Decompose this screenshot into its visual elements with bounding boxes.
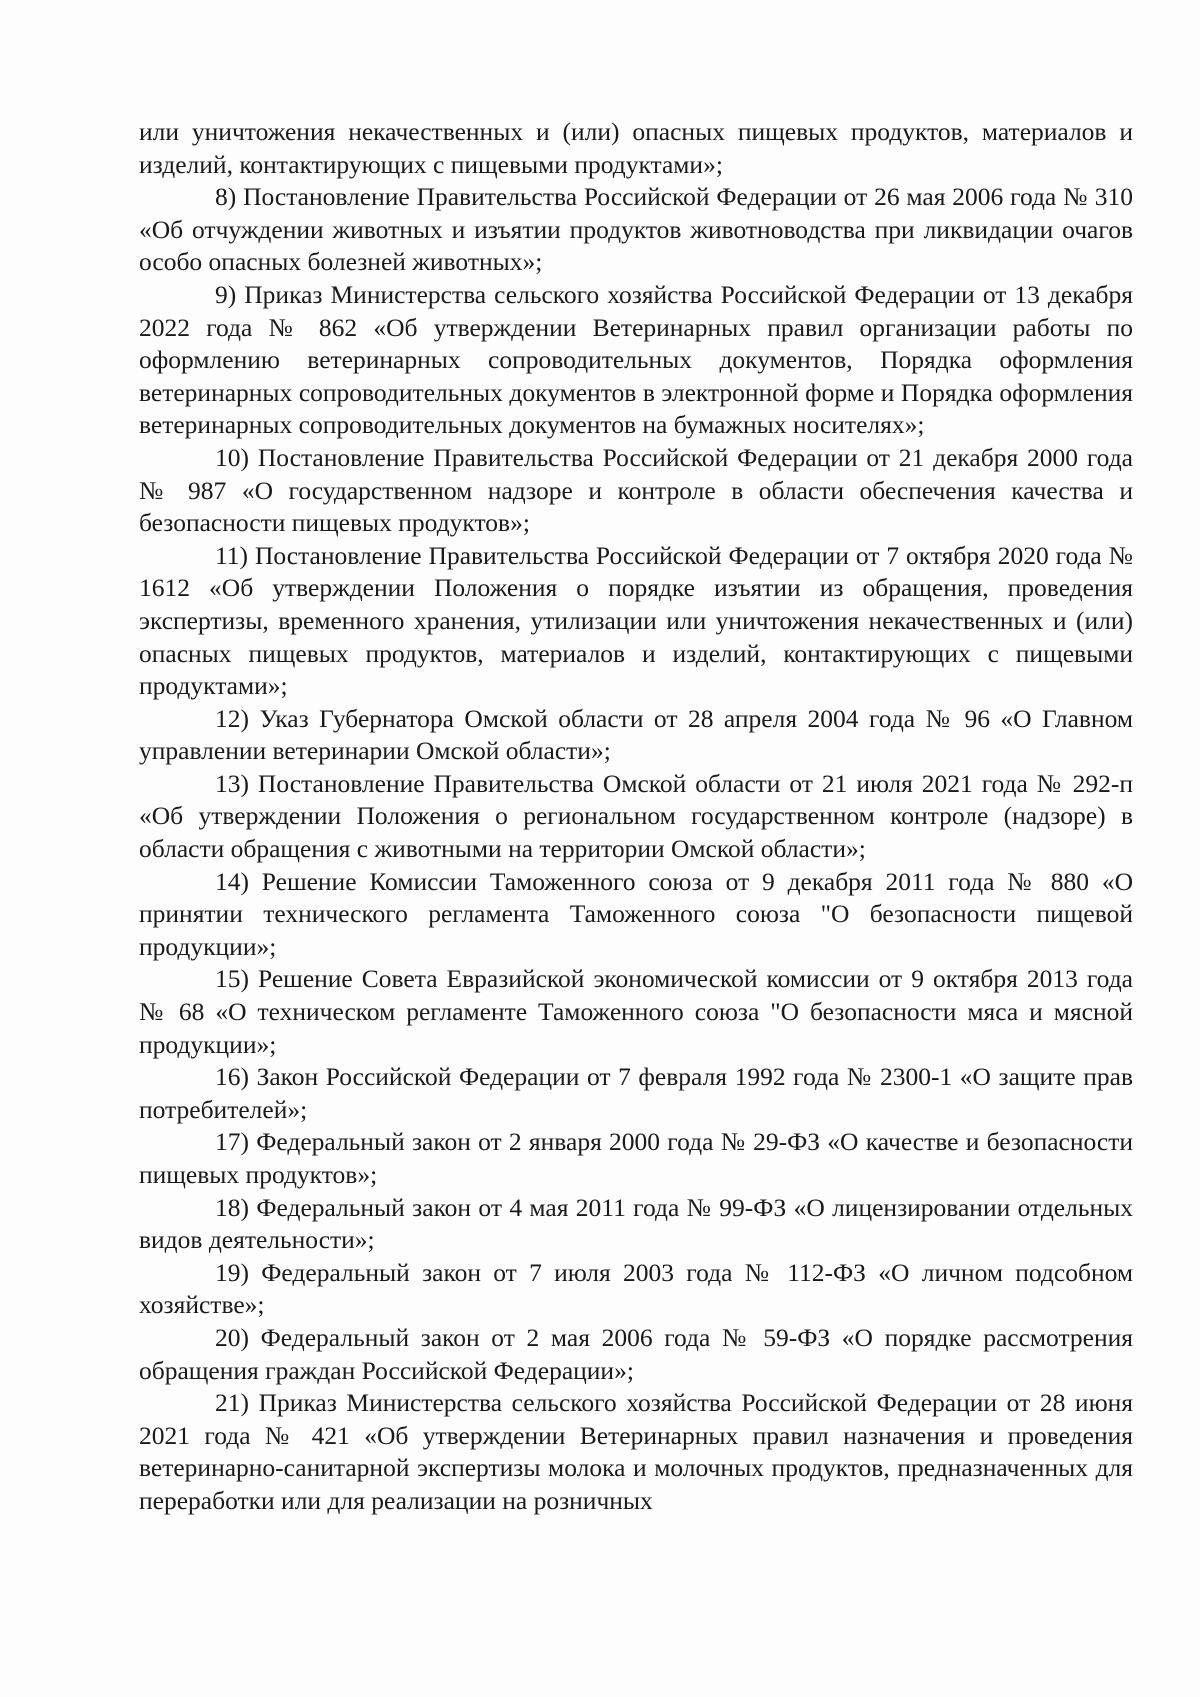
paragraph-item-10: 10) Постановление Правительства Российской Федерации от 21 декабря 2000 года № 987 «О государственном надзоре и контроле в области обеспечения качества и безопасности пищевых продуктов»; [139, 442, 1133, 538]
paragraph-item-12: 12) Указ Губернатора Омской области от 28 апреля 2004 года № 96 «О Главном управлении ветеринарии Омской области»; [139, 703, 1133, 766]
paragraph-item-11: 11) Постановление Правительства Российской Федерации от 7 октября 2020 года № 1612 «Об утверждении Положения о порядке изъятии из обращения, проведения экспертизы, временного хранения, утилизации или уничтожения некачественных и (или) опасных пищевых продуктов, материалов и изделий, контактирующих с пищевыми продуктами»; [139, 540, 1133, 701]
paragraph-item-9: 9) Приказ Министерства сельского хозяйства Российской Федерации от 13 декабря 2022 года № 862 «Об утверждении Ветеринарных правил организации работы по оформлению ветеринарных сопроводительных документов, Порядка оформления ветеринарных сопроводительных документов в электронной форме и Порядка оформления ветеринарных сопроводительных документов на бумажных носителях»; [139, 279, 1133, 440]
paragraph-item-19: 19) Федеральный закон от 7 июля 2003 года № 112-ФЗ «О личном подсобном хозяйстве»; [139, 1257, 1133, 1320]
paragraph-item-20: 20) Федеральный закон от 2 мая 2006 года № 59-ФЗ «О порядке рассмотрения обращения граждан Российской Федерации»; [139, 1322, 1133, 1385]
paragraph-item-15: 15) Решение Совета Евразийской экономической комиссии от 9 октября 2013 года № 68 «О техническом регламенте Таможенного союза "О безопасности мяса и мясной продукции»; [139, 964, 1133, 1059]
paragraph-item-18: 18) Федеральный закон от 4 мая 2011 года № 99-ФЗ «О лицензировании отдельных видов деятельности»; [139, 1192, 1133, 1255]
paragraph-item-8: 8) Постановление Правительства Российской Федерации от 26 мая 2006 года № 310 «Об отчуждении животных и изъятии продуктов животноводства при ликвидации очагов особо опасных болезней животных»; [139, 182, 1133, 277]
paragraph-item-14: 14) Решение Комиссии Таможенного союза от 9 декабря 2011 года № 880 «О принятии технического регламента Таможенного союза "О безопасности пищевой продукции»; [139, 866, 1133, 961]
paragraph-continuation: или уничтожения некачественных и (или) опасных пищевых продуктов, материалов и изделий, контактирующих с пищевыми продуктами»; [139, 117, 1133, 179]
document-body [139, 116, 1133, 1518]
paragraph-item-17: 17) Федеральный закон от 2 января 2000 года № 29-ФЗ «О качестве и безопасности пищевых продуктов»; [139, 1127, 1133, 1189]
paragraph-item-13: 13) Постановление Правительства Омской области от 21 июля 2021 года № 292-п «Об утверждении Положения о региональном государственном контроле (надзоре) в области обращения с животными на территории Омской области»; [139, 768, 1133, 864]
paragraph-item-21: 21) Приказ Министерства сельского хозяйства Российской Федерации от 28 июня 2021 года № 421 «Об утверждении Ветеринарных правил назначения и проведения ветеринарно-санитарной экспертизы молока и молочных продуктов, предназначенных для переработки или для реализации на розничных [139, 1388, 1133, 1515]
paragraph-item-16: 16) Закон Российской Федерации от 7 февраля 1992 года № 2300-1 «О защите прав потребителей»; [139, 1062, 1133, 1124]
